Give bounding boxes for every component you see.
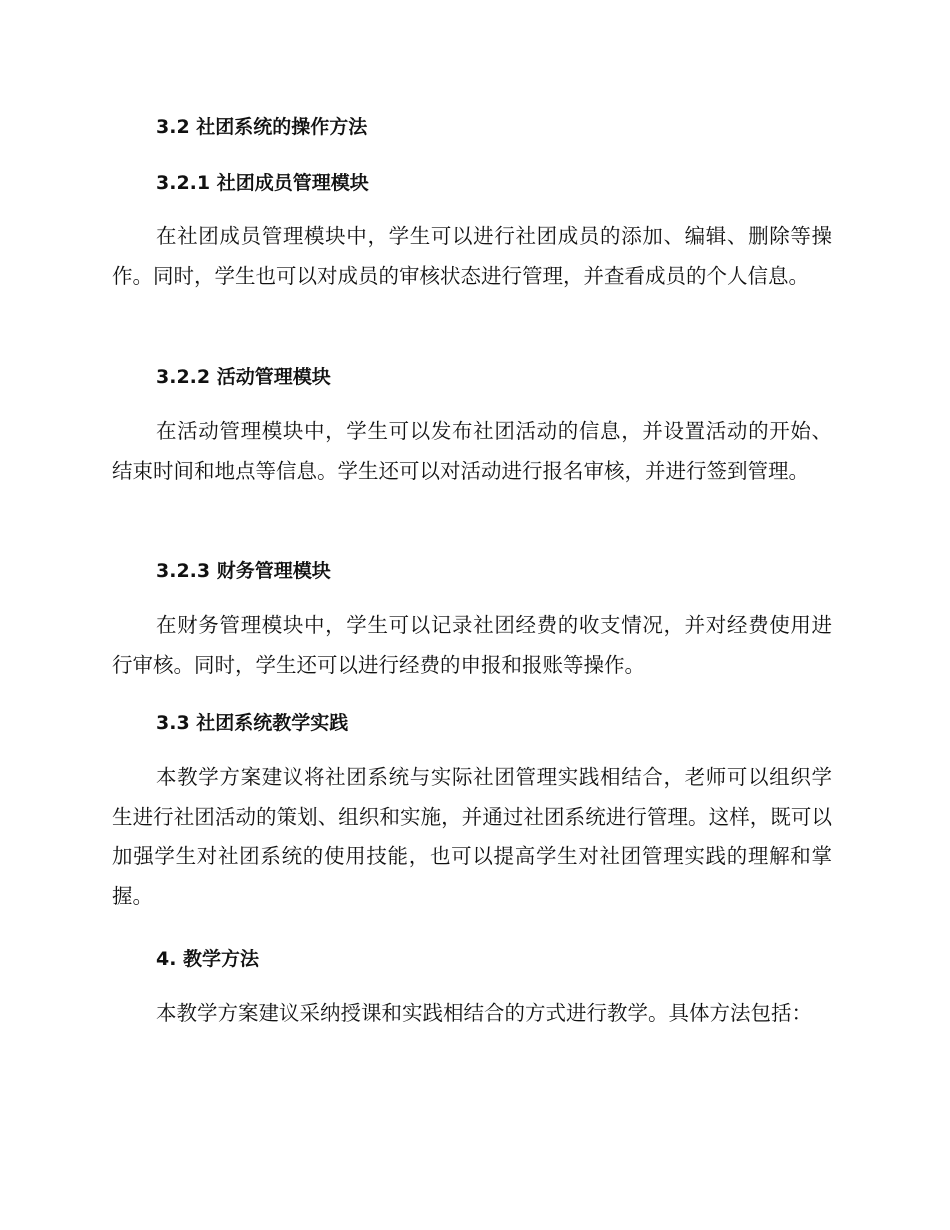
section-heading-4: 4. 教学方法 — [156, 948, 260, 970]
section-heading-3-2: 3.2 社团系统的操作方法 — [156, 116, 368, 138]
paragraph-member-management: 在社团成员管理模块中，学生可以进行社团成员的添加、编辑、删除等操作。同时，学生也可以对成员的审核状态进行管理，并查看成员的个人信息。 — [112, 224, 832, 288]
paragraph-activity-management: 在活动管理模块中，学生可以发布社团活动的信息，并设置活动的开始、结束时间和地点等信息。学生还可以对活动进行报名审核，并进行签到管理。 — [112, 419, 832, 483]
section-heading-3-2-3: 3.2.3 财务管理模块 — [156, 560, 331, 582]
section-heading-3-2-1: 3.2.1 社团成员管理模块 — [156, 172, 369, 194]
section-heading-3-2-2: 3.2.2 活动管理模块 — [156, 366, 331, 388]
paragraph-teaching-practice: 本教学方案建议将社团系统与实际社团管理实践相结合，老师可以组织学生进行社团活动的策划、组织和实施，并通过社团系统进行管理。这样，既可以加强学生对社团系统的使用技能，也可以提高学生对社团管理实践的理解和掌握。 — [112, 765, 832, 908]
paragraph-finance-management: 在财务管理模块中，学生可以记录社团经费的收支情况，并对经费使用进行审核。同时，学生还可以进行经费的申报和报账等操作。 — [112, 613, 832, 677]
section-heading-3-3: 3.3 社团系统教学实践 — [156, 712, 349, 734]
paragraph-teaching-methods: 本教学方案建议采纳授课和实践相结合的方式进行教学。具体方法包括： — [156, 1001, 812, 1025]
